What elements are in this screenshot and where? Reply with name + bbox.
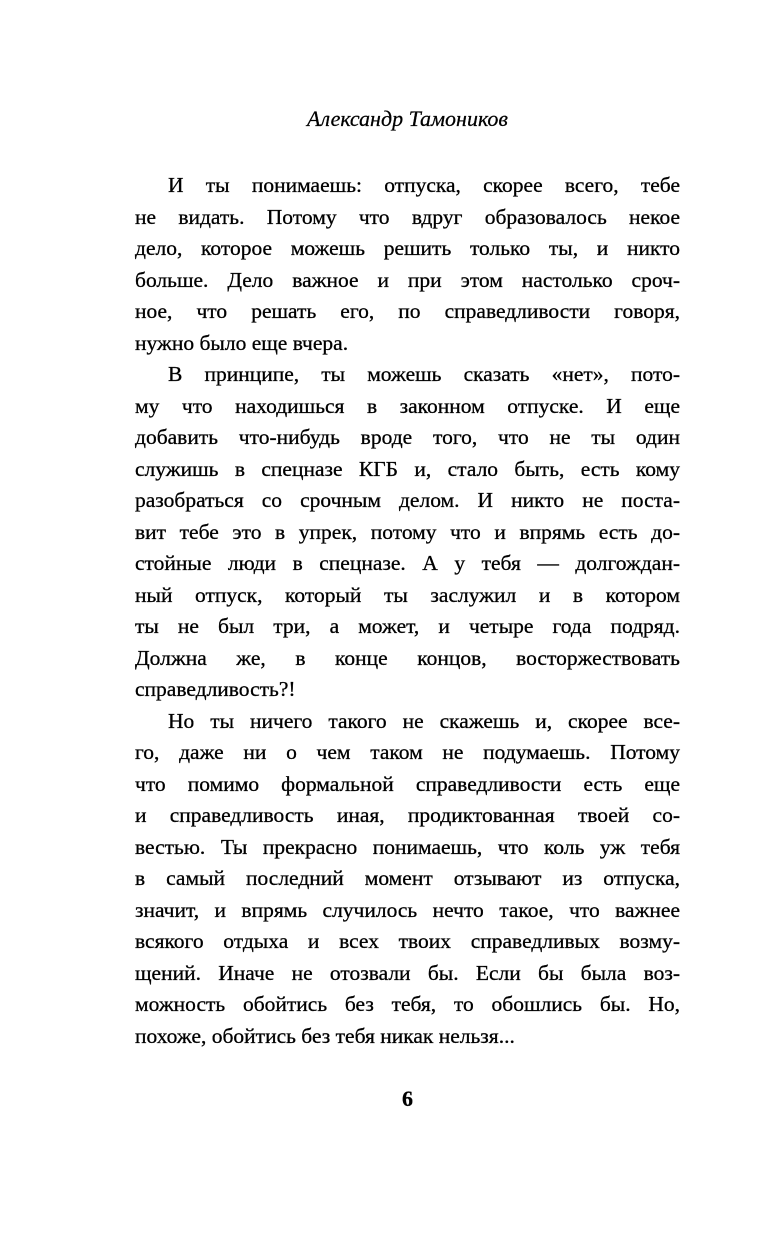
text-line: не видать. Потому что вдруг образовалось некое bbox=[135, 204, 680, 229]
text-line: ты не был три, а может, и четыре года подряд. bbox=[135, 614, 680, 638]
paragraph bbox=[135, 359, 680, 706]
text-line: и справедливость иная, продиктованная твоей со- bbox=[135, 803, 680, 827]
text-line: значит, и впрямь случилось нечто такое, что важнее bbox=[135, 897, 680, 922]
text-line: больше. Дело важное и при этом настолько сроч- bbox=[135, 267, 680, 292]
text-line: ный отпуск, который ты заслужил и в котором bbox=[135, 582, 680, 607]
text-line: му что находишься в законном отпуске. И еще bbox=[135, 393, 680, 418]
text-line: похоже, обойтись без тебя никак нельзя... bbox=[135, 1023, 515, 1048]
page-number: 6 bbox=[402, 1086, 413, 1111]
text-line: Должна же, в конце концов, восторжествовать bbox=[135, 645, 680, 670]
text-line: ное, что решать его, по справедливости говоря, bbox=[135, 299, 680, 323]
text-line: Но ты ничего такого не скажешь и, скорее все- bbox=[168, 708, 680, 733]
text-line: служишь в спецназе КГБ и, стало быть, есть кому bbox=[135, 456, 680, 481]
text-line: вит тебе это в упрек, потому что и впрямь есть до- bbox=[135, 519, 680, 544]
text-line: щений. Иначе не отозвали бы. Если бы была воз- bbox=[135, 960, 680, 985]
text-line: нужно было еще вчера. bbox=[135, 330, 349, 355]
text-line: дело, которое можешь решить только ты, и никто bbox=[135, 236, 680, 260]
paragraph bbox=[135, 706, 680, 1053]
text-line: вестью. Ты прекрасно понимаешь, что коль уж тебя bbox=[135, 834, 680, 859]
text-line: что помимо формальной справедливости есть еще bbox=[135, 771, 680, 796]
text-line: го, даже ни о чем таком не подумаешь. Потому bbox=[135, 740, 680, 764]
running-head-author: Александр Тамоников bbox=[307, 106, 508, 131]
paragraph bbox=[135, 170, 680, 359]
text-line: можность обойтись без тебя, то обошлись бы. Но, bbox=[135, 992, 680, 1016]
text-line: И ты понимаешь: отпуска, скорее всего, тебе bbox=[168, 173, 680, 197]
text-line: справедливость?! bbox=[135, 677, 296, 701]
text-block bbox=[135, 170, 680, 1052]
text-line: добавить что-нибудь вроде того, что не ты один bbox=[135, 425, 680, 449]
text-line: всякого отдыха и всех твоих справедливых возму- bbox=[135, 929, 680, 953]
text-line: В принципе, ты можешь сказать «нет», пото- bbox=[168, 362, 680, 386]
text-line: разобраться со срочным делом. И никто не поста- bbox=[135, 488, 680, 512]
text-line: стойные люди в спецназе. А у тебя — долгождан- bbox=[135, 551, 680, 575]
text-line: в самый последний момент отзывают из отпуска, bbox=[135, 866, 680, 890]
